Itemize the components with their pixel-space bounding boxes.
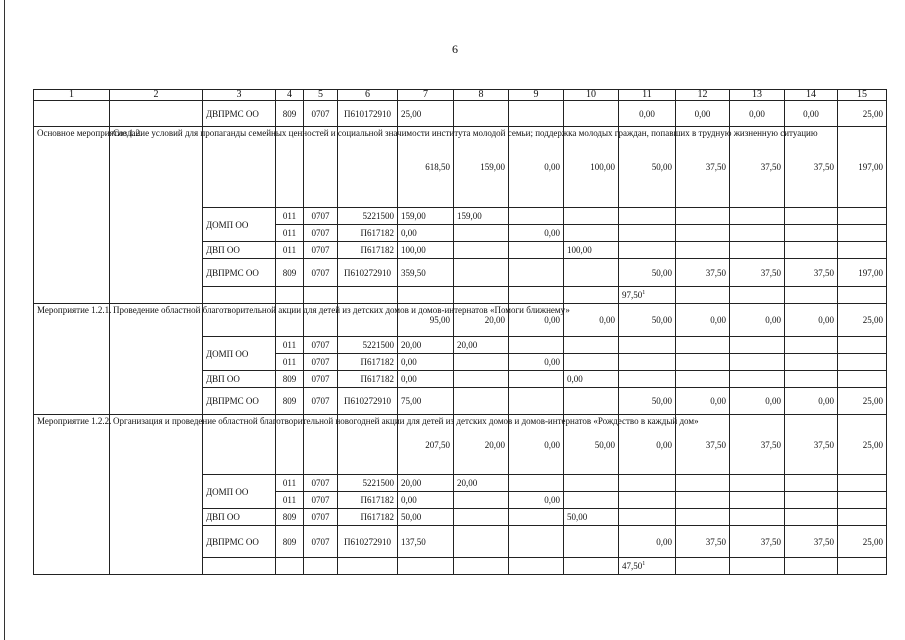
amount-cell: 0,00: [676, 388, 730, 415]
header-cell: 15: [838, 90, 887, 101]
amount-cell: 20,00: [454, 337, 509, 354]
agency-cell: ДВП ОО: [203, 509, 276, 526]
footnote-marker: 1: [642, 561, 646, 567]
amount-cell: 0,00: [785, 101, 838, 127]
amount-cell: 37,50: [730, 127, 785, 208]
amount-cell: 95,00: [398, 304, 454, 337]
code-cell: 0707: [304, 354, 338, 371]
amount-cell: 0,00: [730, 388, 785, 415]
amount-cell: 37,50: [730, 526, 785, 558]
amount-cell: 137,50: [398, 526, 454, 558]
amount-cell: 20,00: [398, 337, 454, 354]
measure-code: Мероприятие 1.2.2.: [34, 415, 110, 575]
amount-cell: 0,00: [398, 225, 454, 242]
measure-code: Мероприятие 1.2.1.: [34, 304, 110, 415]
code-cell: 0707: [304, 475, 338, 492]
amount-cell: 37,50: [730, 415, 785, 475]
agency-cell: ДОМП ОО: [203, 337, 276, 371]
amount-cell: 0,00: [564, 304, 619, 337]
amount-cell: 0,00: [785, 304, 838, 337]
agency-cell: ДВПРМС ОО: [203, 101, 276, 127]
agency-cell: ДОМП ОО: [203, 475, 276, 509]
amount-cell: 0,00: [619, 101, 676, 127]
code-cell: 5221500: [338, 475, 398, 492]
code-cell: 0707: [304, 526, 338, 558]
amount-cell: 37,50: [676, 127, 730, 208]
amount-cell: 25,00: [838, 304, 887, 337]
footnote-amount-cell: 47,50$^1$: [619, 558, 676, 575]
code-cell: 809: [276, 526, 304, 558]
amount-cell: 50,00: [619, 259, 676, 287]
amount-cell: 37,50: [785, 127, 838, 208]
code-cell: 011: [276, 354, 304, 371]
code-cell: 809: [276, 388, 304, 415]
amount-cell: 100,00: [398, 242, 454, 259]
header-cell: 3: [203, 90, 276, 101]
amount-cell: 20,00: [398, 475, 454, 492]
code-cell: П617182: [338, 509, 398, 526]
amount-cell: 50,00: [619, 388, 676, 415]
amount-cell: 25,00: [838, 388, 887, 415]
agency-cell: ДВПРМС ОО: [203, 388, 276, 415]
code-cell: 011: [276, 242, 304, 259]
code-cell: 809: [276, 509, 304, 526]
code-cell: 809: [276, 371, 304, 388]
table-row: [34, 101, 887, 127]
code-cell: 5221500: [338, 208, 398, 225]
amount-cell: 20,00: [454, 475, 509, 492]
amount-cell: 618,50: [398, 127, 454, 208]
header-cell: 4: [276, 90, 304, 101]
header-cell: 11: [619, 90, 676, 101]
table-row: [34, 127, 887, 208]
amount-cell: 0,00: [619, 526, 676, 558]
amount-cell: 359,50: [398, 259, 454, 287]
code-cell: 0707: [304, 371, 338, 388]
amount-cell: 0,00: [398, 354, 454, 371]
amount-cell: 207,50: [398, 415, 454, 475]
footnote-amount-cell: 97,50$^1$: [619, 287, 676, 304]
header-cell: 2: [110, 90, 203, 101]
amount-cell: 20,00: [454, 415, 509, 475]
amount-cell: 159,00: [398, 208, 454, 225]
amount-cell: 0,00: [785, 388, 838, 415]
measure-description: Создание условий для пропаганды семейных ценностей и социальной значимости института молодой семьи; поддержка молодых граждан, попавших в трудную жизненную ситуацию: [110, 127, 203, 304]
amount-cell: 0,00: [398, 492, 454, 509]
amount-cell: 75,00: [398, 388, 454, 415]
header-cell: 14: [785, 90, 838, 101]
measure-description: Организация и проведение областной благотворительной новогодней акции для детей из детских домов и домов-интернатов «Рождество в каждый дом»: [110, 415, 203, 575]
header-cell: 13: [730, 90, 785, 101]
amount-cell: 37,50: [676, 415, 730, 475]
amount-cell: 0,00: [676, 304, 730, 337]
header-cell: 8: [454, 90, 509, 101]
amount-cell: 25,00: [838, 101, 887, 127]
code-cell: П617182: [338, 242, 398, 259]
code-cell: 0707: [304, 242, 338, 259]
left-margin-rule: [4, 0, 5, 640]
agency-cell: ДВПРМС ОО: [203, 259, 276, 287]
code-cell: 809: [276, 259, 304, 287]
amount-cell: 0,00: [509, 304, 564, 337]
code-cell: 809: [276, 101, 304, 127]
amount-cell: 37,50: [785, 415, 838, 475]
amount-cell: 0,00: [509, 415, 564, 475]
code-cell: 011: [276, 208, 304, 225]
amount-cell: 25,00: [838, 526, 887, 558]
amount-cell: 0,00: [509, 492, 564, 509]
amount-cell: 100,00: [564, 127, 619, 208]
code-cell: П617182: [338, 492, 398, 509]
header-cell: 6: [338, 90, 398, 101]
agency-cell: ДОМП ОО: [203, 208, 276, 242]
amount-cell: 0,00: [619, 415, 676, 475]
code-cell: 011: [276, 337, 304, 354]
amount-cell: 25,00: [398, 101, 454, 127]
amount-cell: 37,50: [785, 259, 838, 287]
measure-description: Проведение областной благотворительной акции для детей из детских домов и домов-интернатов «Помоги ближнему»: [110, 304, 203, 415]
code-cell: П610172910: [338, 101, 398, 127]
code-cell: П617182: [338, 371, 398, 388]
amount-cell: 100,00: [564, 242, 619, 259]
code-cell: 0707: [304, 225, 338, 242]
code-cell: 0707: [304, 337, 338, 354]
code-cell: 011: [276, 475, 304, 492]
agency-cell: ДВП ОО: [203, 242, 276, 259]
measure-code: Основное мероприятие 1.2.: [34, 127, 110, 304]
amount-cell: 37,50: [730, 259, 785, 287]
agency-cell: ДВПРМС ОО: [203, 526, 276, 558]
amount-cell: 50,00: [398, 509, 454, 526]
amount-cell: 37,50: [676, 259, 730, 287]
amount-cell: 50,00: [619, 304, 676, 337]
code-cell: 5221500: [338, 337, 398, 354]
code-cell: 011: [276, 492, 304, 509]
code-cell: П610272910: [338, 388, 398, 415]
amount-cell: 37,50: [785, 526, 838, 558]
code-cell: 0707: [304, 492, 338, 509]
code-cell: 0707: [304, 388, 338, 415]
amount-cell: 0,00: [730, 101, 785, 127]
code-cell: 0707: [304, 259, 338, 287]
header-cell: 5: [304, 90, 338, 101]
code-cell: П610272910: [338, 526, 398, 558]
header-cell: 9: [509, 90, 564, 101]
code-cell: 011: [276, 225, 304, 242]
budget-table: [33, 89, 887, 575]
amount-cell: 0,00: [509, 127, 564, 208]
amount-cell: 0,00: [676, 101, 730, 127]
code-cell: П617182: [338, 225, 398, 242]
header-cell: 10: [564, 90, 619, 101]
header-row: [34, 90, 887, 101]
table-row: [34, 304, 887, 337]
code-cell: 0707: [304, 101, 338, 127]
amount-cell: 20,00: [454, 304, 509, 337]
amount-cell: 50,00: [564, 415, 619, 475]
amount-cell: 50,00: [619, 127, 676, 208]
code-cell: 0707: [304, 509, 338, 526]
code-cell: 0707: [304, 208, 338, 225]
amount-cell: 159,00: [454, 127, 509, 208]
header-cell: 7: [398, 90, 454, 101]
code-cell: П610272910: [338, 259, 398, 287]
agency-cell: ДВП ОО: [203, 371, 276, 388]
footnote-marker: 1: [642, 290, 646, 296]
amount-cell: 37,50: [676, 526, 730, 558]
code-cell: П617182: [338, 354, 398, 371]
amount-cell: 197,00: [838, 259, 887, 287]
page-number: 6: [452, 42, 458, 56]
amount-cell: 50,00: [564, 509, 619, 526]
header-cell: 1: [34, 90, 110, 101]
amount-cell: 0,00: [730, 304, 785, 337]
amount-cell: 0,00: [564, 371, 619, 388]
amount-cell: 159,00: [454, 208, 509, 225]
amount-cell: 0,00: [509, 225, 564, 242]
table-row: [34, 415, 887, 475]
amount-cell: 0,00: [509, 354, 564, 371]
amount-cell: 25,00: [838, 415, 887, 475]
amount-cell: 197,00: [838, 127, 887, 208]
header-cell: 12: [676, 90, 730, 101]
amount-cell: 0,00: [398, 371, 454, 388]
